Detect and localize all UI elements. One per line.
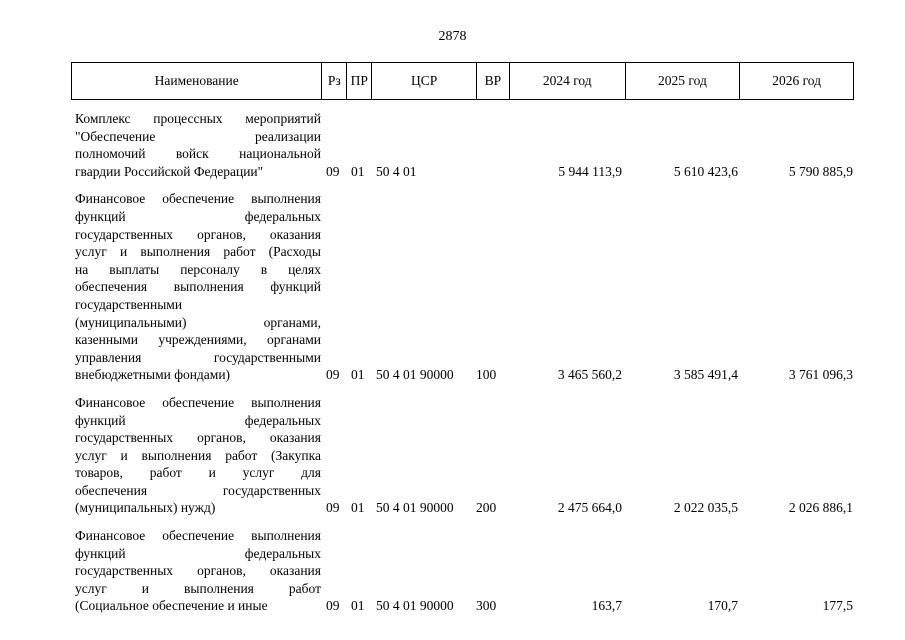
row-name-line: Финансовое обеспечение выполнения [75, 528, 321, 544]
row-2026: 2 026 886,1 [788, 500, 853, 516]
row-rz: 09 [326, 500, 340, 516]
header-2025: 2025 год [626, 63, 741, 99]
row-name-line: (Социальное обеспечение и иные [75, 598, 268, 614]
table-row [75, 394, 855, 517]
row-2024: 3 465 560,2 [557, 367, 622, 383]
row-2025: 170,7 [707, 598, 738, 614]
row-name-line: функций федеральных [75, 208, 321, 224]
row-name-line: обеспечения государственных [75, 482, 321, 498]
row-name-line: управления государственными [75, 349, 321, 365]
row-name [75, 110, 321, 180]
row-vr: 100 [476, 367, 497, 383]
row-name-line: внебюджетными фондами) [75, 367, 231, 383]
row-vr: 300 [476, 598, 497, 614]
table-row [75, 190, 855, 384]
row-name-line: государственными [75, 296, 183, 312]
row-2026: 3 761 096,3 [788, 367, 853, 383]
row-name [75, 190, 321, 384]
row-name-line: (муниципальных) нужд) [75, 500, 216, 516]
row-csr: 50 4 01 90000 [376, 598, 454, 614]
row-name-line: "Обеспечение реализации [75, 128, 321, 144]
row-pr: 01 [351, 163, 365, 179]
row-2025: 3 585 491,4 [673, 367, 738, 383]
row-name-line: государственных органов, оказания [75, 430, 321, 446]
row-csr: 50 4 01 90000 [376, 500, 454, 516]
header-pr: ПР [347, 63, 372, 99]
header-2026: 2026 год [772, 73, 822, 88]
row-name-line: на выплаты персоналу в целях [75, 261, 321, 277]
table-header [71, 62, 854, 100]
row-rz: 09 [326, 367, 340, 383]
row-2024: 163,7 [591, 598, 622, 614]
row-rz: 09 [326, 598, 340, 614]
table-row [75, 527, 855, 615]
header-vr: ВР [477, 63, 510, 99]
row-name-line: функций федеральных [75, 412, 321, 428]
header-csr: ЦСР [372, 63, 477, 99]
row-name-line: Финансовое обеспечение выполнения [75, 394, 321, 410]
table-body [75, 110, 855, 625]
row-name [75, 527, 321, 615]
header-name: Наименование [72, 63, 322, 99]
row-2025: 5 610 423,6 [673, 163, 738, 179]
row-2026: 177,5 [822, 598, 853, 614]
header-2024: 2024 год [510, 63, 626, 99]
row-name-line: гвардии Российской Федерации" [75, 163, 264, 179]
row-name-line: функций федеральных [75, 545, 321, 561]
row-name-line: услуг и выполнения работ (Расходы [75, 244, 321, 260]
page-number: 2878 [438, 29, 467, 44]
header-rz: Рз [322, 63, 347, 99]
row-2024: 2 475 664,0 [557, 500, 622, 516]
row-pr: 01 [351, 500, 365, 516]
row-rz: 09 [326, 163, 340, 179]
row-name-line: товаров, работ и услуг для [75, 465, 321, 481]
row-2026: 5 790 885,9 [788, 163, 853, 179]
row-name-line: государственных органов, оказания [75, 563, 321, 579]
row-pr: 01 [351, 598, 365, 614]
row-2025: 2 022 035,5 [673, 500, 738, 516]
row-name-line: обеспечения выполнения функций [75, 279, 321, 295]
row-name-line: (муниципальными) органами, [75, 314, 321, 330]
table-row [75, 110, 855, 180]
row-name-line: полномочий войск национальной [75, 146, 321, 162]
row-name-line: Финансовое обеспечение выполнения [75, 191, 321, 207]
row-name-line: казенными учреждениями, органами [75, 332, 321, 348]
row-csr: 50 4 01 [376, 163, 417, 179]
row-name-line: Комплекс процессных мероприятий [75, 111, 321, 126]
row-csr: 50 4 01 90000 [376, 367, 454, 383]
row-2024: 5 944 113,9 [558, 163, 622, 179]
row-pr: 01 [351, 367, 365, 383]
row-vr: 200 [476, 500, 497, 516]
row-name-line: услуг и выполнения работ (Закупка [75, 447, 321, 463]
row-name-line: государственных органов, оказания [75, 226, 321, 242]
row-name-line: услуг и выполнения работ [75, 580, 321, 596]
row-name [75, 394, 321, 517]
